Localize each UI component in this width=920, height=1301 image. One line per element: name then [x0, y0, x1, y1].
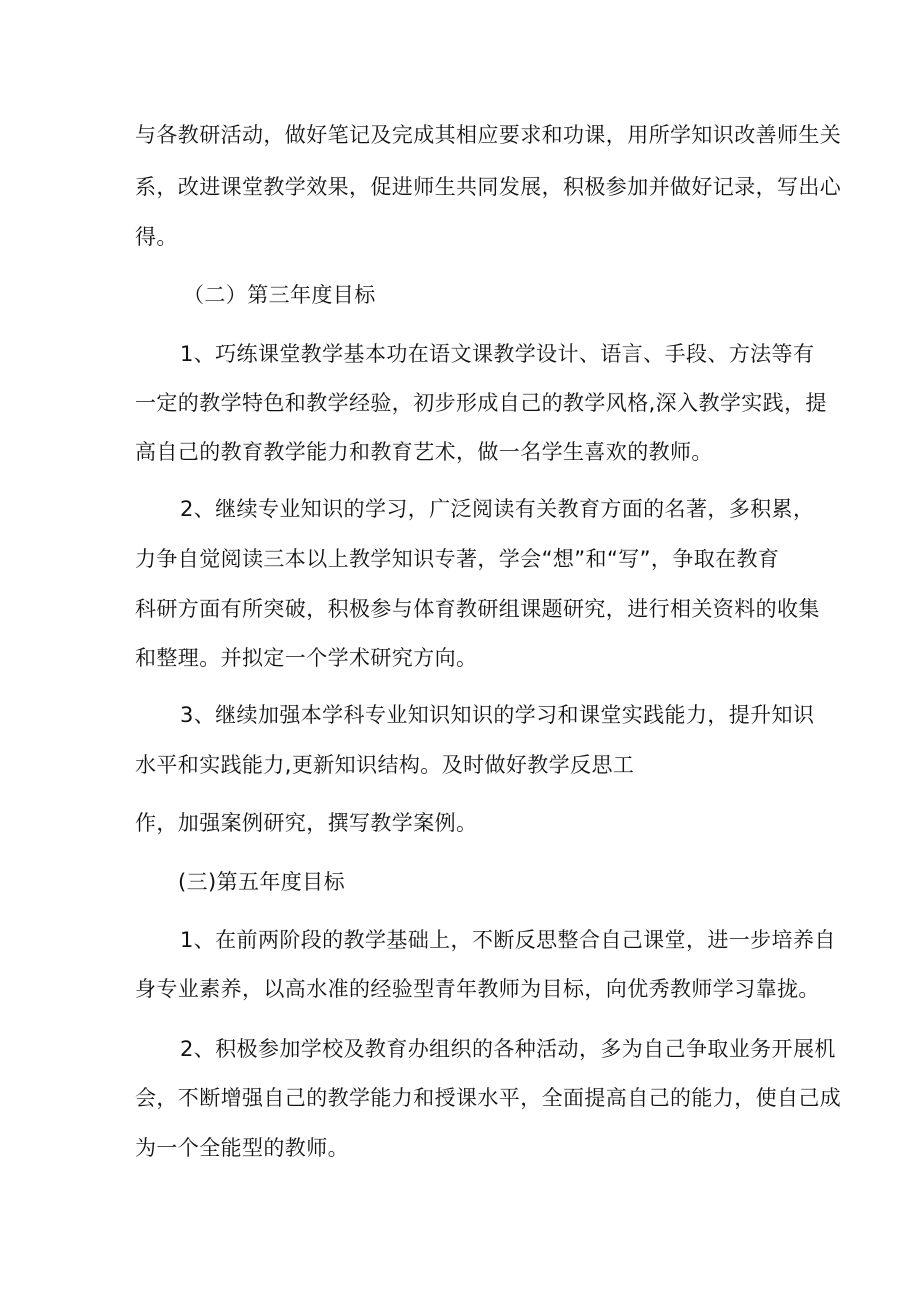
paragraph-6-line-1: 2、积极参加学校及教育办组织的各种活动，多为自己争取业务开展机 [180, 1037, 836, 1061]
paragraph-1-line-2: 系，改进课堂教学效果，促进师生共同发展，积极参加并做好记录，写出心 [135, 175, 842, 199]
paragraph-2-line-3: 高自己的教育教学能力和教育艺术，做一名学生喜欢的教师。 [135, 440, 713, 464]
paragraph-2-line-1: 1、巧练课堂教学基本功在语文课教学设计、语言、手段、方法等有 [180, 342, 815, 366]
paragraph-4-line-2: 水平和实践能力,更新知识结构。及时做好教学反思工 [135, 753, 635, 777]
paragraph-1-line-3: 得。 [135, 225, 178, 249]
paragraph-3-line-1: 2、继续专业知识的学习，广泛阅读有关教育方面的名著，多积累， [180, 497, 815, 521]
paragraph-2-line-2: 一定的教学特色和教学经验，初步形成自己的教学风格,深入教学实践，提 [135, 391, 827, 415]
section-heading-year-5: (三)第五年度目标 [178, 870, 345, 894]
paragraph-5-line-1: 1、在前两阶段的教学基础上，不断反思整合自己课堂，进一步培养自 [180, 928, 836, 952]
paragraph-1-line-1: 与各教研活动，做好笔记及完成其相应要求和功课，用所学知识改善师生关 [135, 123, 842, 147]
paragraph-5-line-2: 身专业素养，以高水准的经验型青年教师为目标，向优秀教师学习靠拢。 [135, 977, 820, 1001]
paragraph-3-line-3: 科研方面有所突破，积极参与体育教研组课题研究，进行相关资料的收集 [135, 597, 820, 621]
paragraph-4-line-1: 3、继续加强本学科专业知识知识的学习和课堂实践能力，提升知识 [180, 703, 815, 727]
paragraph-6-line-2: 会，不断增强自己的教学能力和授课水平，全面提高自己的能力，使自己成 [135, 1086, 842, 1110]
paragraph-3-line-2: 力争自觉阅读三本以上教学知识专著，学会“想”和“写”，争取在教育 [135, 547, 780, 571]
section-heading-year-3: （二）第三年度目标 [183, 283, 376, 307]
paragraph-4-line-3: 作，加强案例研究，撰写教学案例。 [135, 811, 478, 835]
paragraph-6-line-3: 为一个全能型的教师。 [135, 1136, 349, 1160]
paragraph-3-line-4: 和整理。并拟定一个学术研究方向。 [135, 646, 478, 670]
